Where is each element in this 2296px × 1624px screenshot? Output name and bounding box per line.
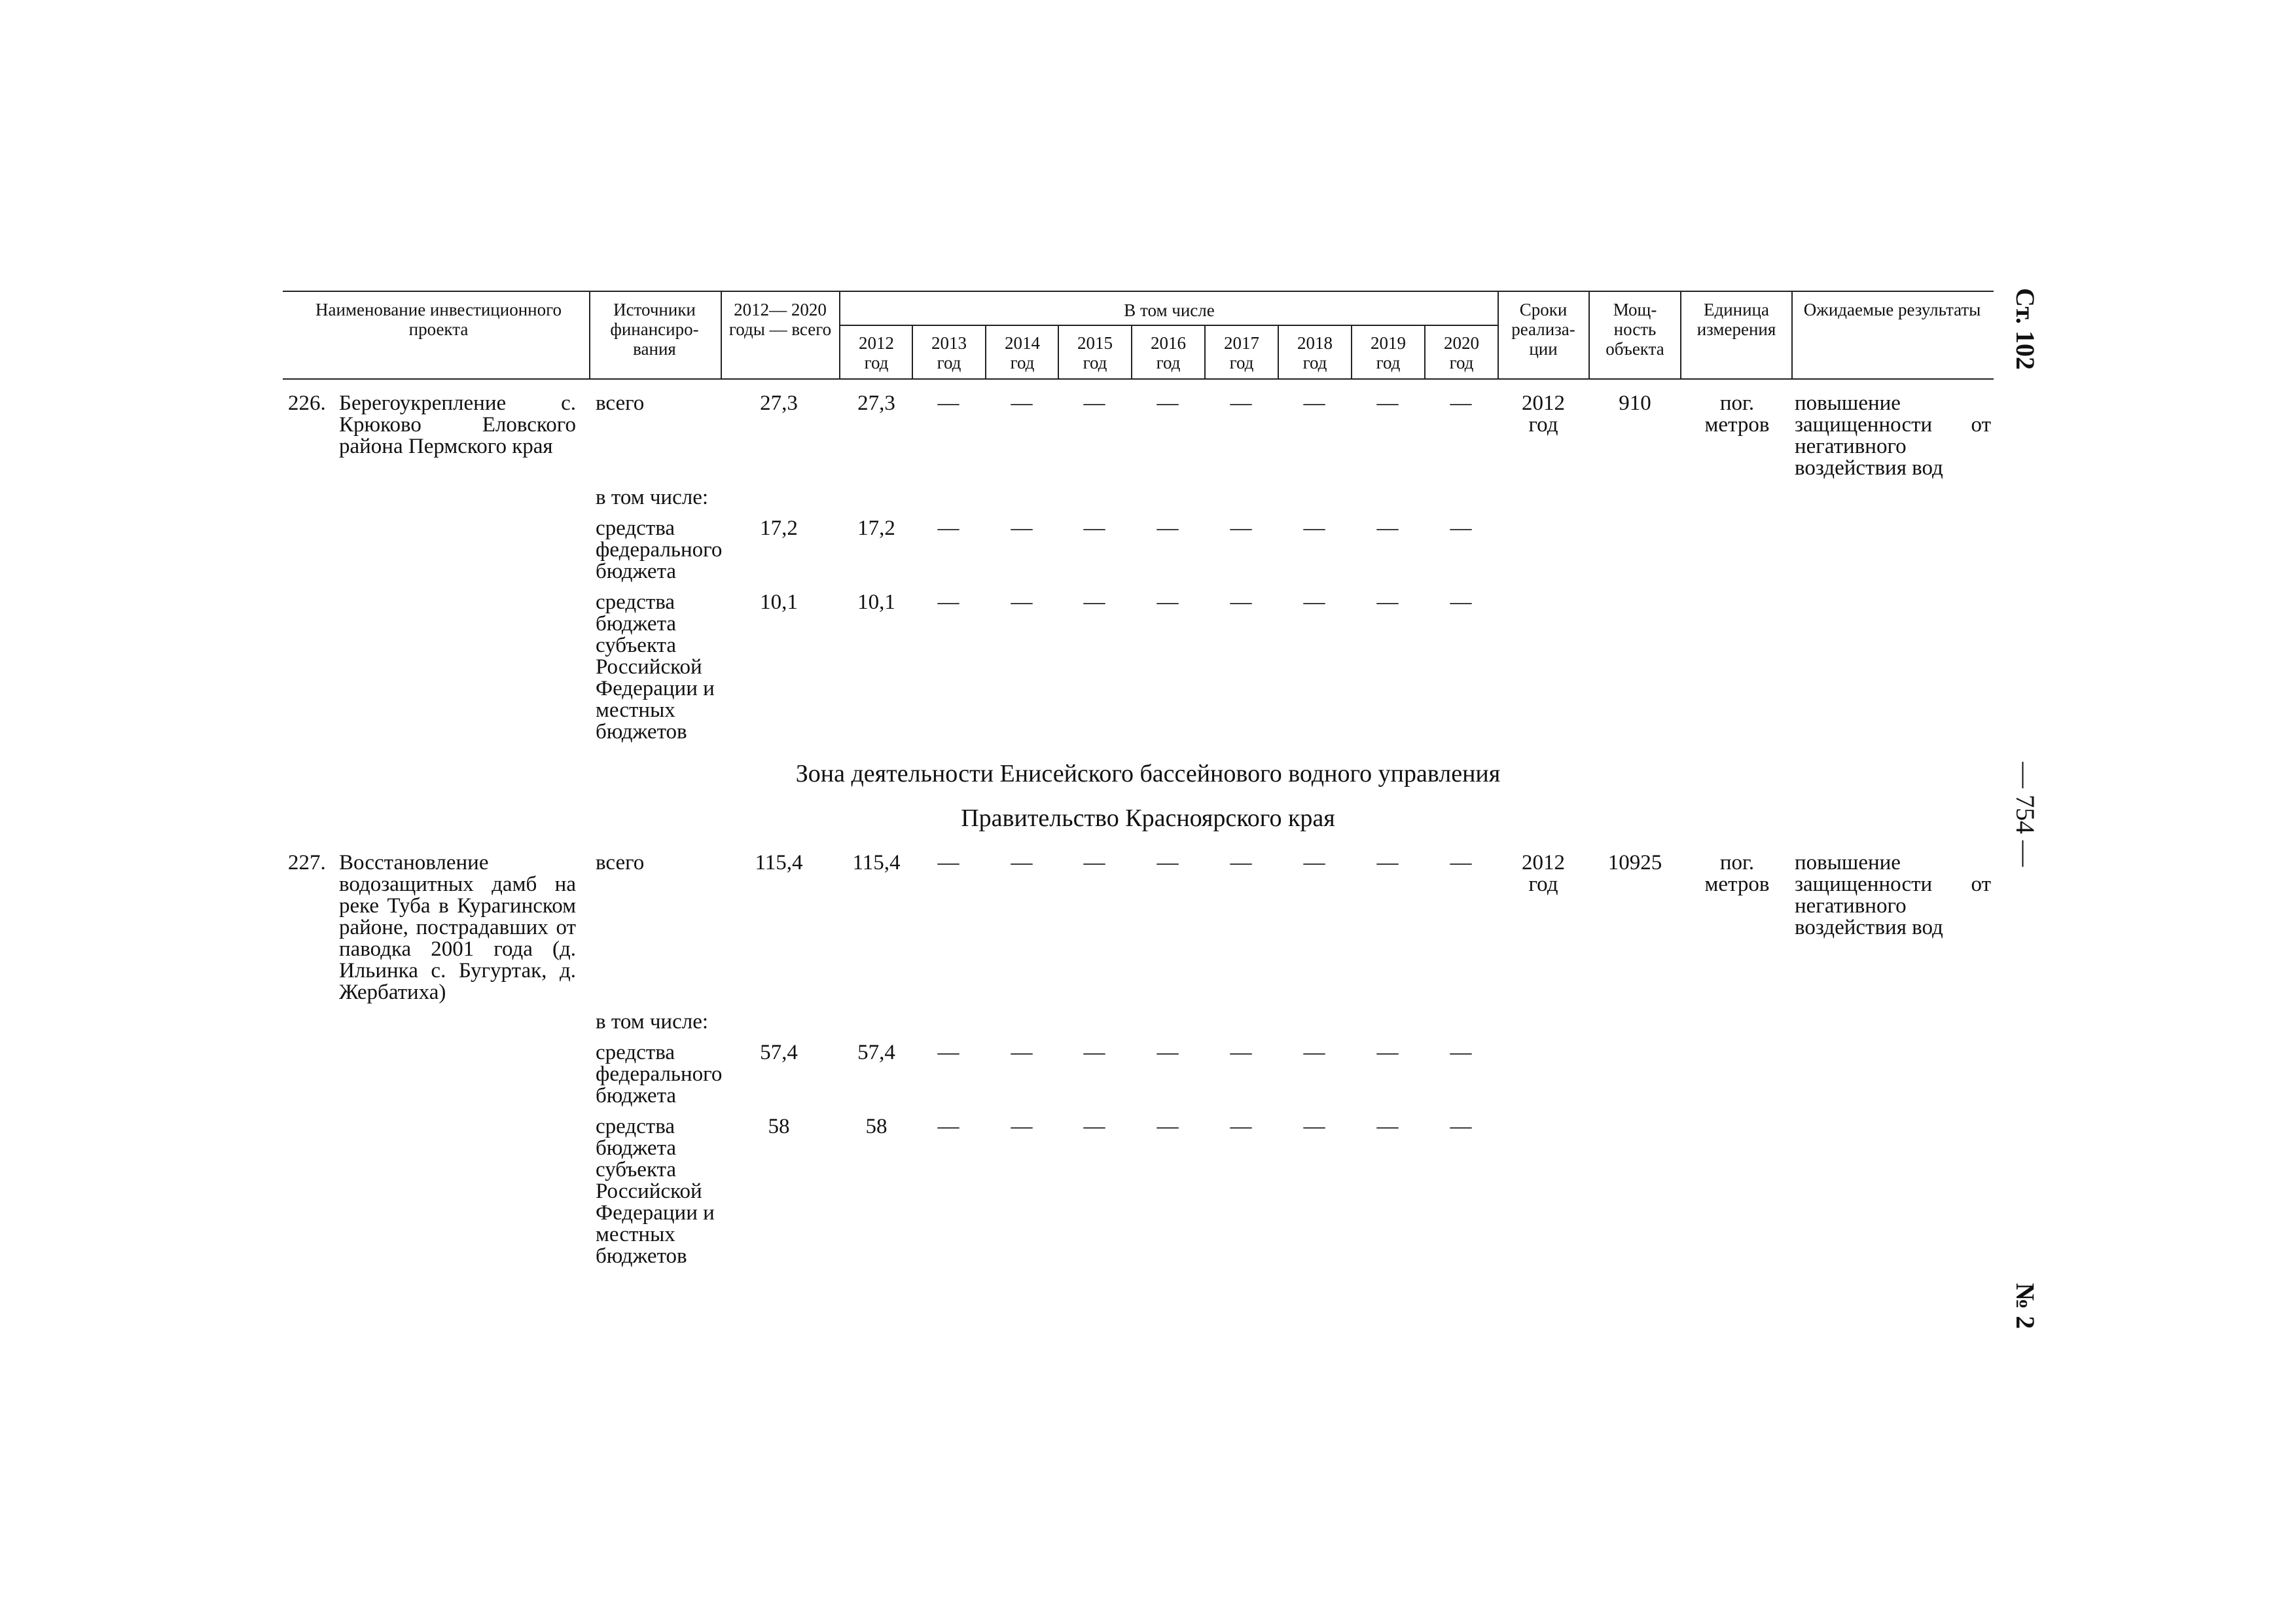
header-year-2013: 2013 год [931,333,967,372]
dash-2016: — [1157,590,1179,614]
dash-2013: — [937,391,960,415]
header-year-2012: 2012 год [859,333,894,372]
value-2012: 115,4 [852,851,901,875]
dash-2016: — [1157,851,1179,875]
federal-total-value: 17,2 [760,516,798,540]
source-total-label: всего [596,391,645,415]
dash-2019: — [1376,516,1399,540]
dash-2018: — [1303,516,1325,540]
dash-2017: — [1230,1115,1252,1138]
dash-2019: — [1376,391,1399,415]
dash-2019: — [1376,1041,1399,1064]
dash-2014: — [1011,391,1033,415]
dash-2017: — [1230,851,1252,875]
dash-2020: — [1450,516,1472,540]
dash-2019: — [1376,590,1399,614]
header-year-2015: 2015 год [1077,333,1113,372]
dash-2013: — [937,590,960,614]
header-including: В том числе [1124,300,1215,320]
total-value: 115,4 [755,851,803,875]
dash-2018: — [1303,1041,1325,1064]
header-year-2020: 2020 год [1444,333,1479,372]
dash-2018: — [1303,851,1325,875]
dash-2020: — [1450,391,1472,415]
dash-2013: — [937,1115,960,1138]
regional-total-value: 10,1 [760,590,798,614]
expected-results: повышение защищенности от негативного воздействия вод [1795,851,1991,939]
dash-2020: — [1450,851,1472,875]
dash-2016: — [1157,516,1179,540]
dash-2014: — [1011,851,1033,875]
table-top-rule [283,291,1994,292]
header-year-2018: 2018 год [1297,333,1333,372]
header-col-divider [1680,291,1681,379]
regional-2012-value: 10,1 [857,590,895,614]
dash-2013: — [937,1041,960,1064]
header-year-2016: 2016 год [1151,333,1186,372]
value-2012: 27,3 [857,391,895,415]
dash-2014: — [1011,516,1033,540]
dash-2015: — [1083,1115,1105,1138]
header-sources: Источники финансиро-вания [610,300,699,359]
dash-2015: — [1083,1041,1105,1064]
zone-title: Зона деятельности Енисейского бассейнового водного управления [795,760,1501,787]
header-col-divider [589,291,590,379]
zone-subtitle: Правительство Красноярского края [961,804,1335,832]
issue-number: № 2 [2011,1283,2040,1329]
header-project-name: Наименование инвестиционного проекта [315,300,562,339]
project-name: Берегоукрепление с. Крюково Еловского района Пермского края [339,391,576,458]
dash-2017: — [1230,590,1252,614]
header-col-divider [1588,291,1590,379]
capacity-value: 910 [1619,391,1651,415]
capacity-value: 10925 [1607,851,1662,875]
page-number: — 754 — [2011,762,2040,867]
dash-2013: — [937,516,960,540]
dash-2017: — [1230,1041,1252,1064]
dash-2018: — [1303,391,1325,415]
unit-value: пог. метров [1704,391,1770,437]
header-col-divider [1791,291,1793,379]
dash-2017: — [1230,391,1252,415]
terms-value: 2012 год [1522,851,1565,896]
header-year-2014: 2014 год [1005,333,1040,372]
dash-2020: — [1450,1041,1472,1064]
header-terms: Сроки реализа-ции [1511,300,1575,359]
project-number: 227. [288,851,326,875]
header-year-2017: 2017 год [1224,333,1259,372]
header-total: 2012— 2020 годы — всего [728,300,832,339]
header-col-divider [721,291,722,379]
header-results: Ожидаемые результаты [1803,300,1981,319]
project-name: Восстановление водозащитных дамб на реке Туба в Курагинском районе, пострадавших от паводка 2001 года (д. Ильинка с. Бугуртак, д. Жербатиха) [339,851,576,1004]
unit-value: пог. метров [1704,851,1770,896]
total-value: 27,3 [760,391,798,415]
dash-2014: — [1011,1115,1033,1138]
dash-2016: — [1157,1041,1179,1064]
table-header-bottom-rule [283,378,1994,380]
terms-value: 2012 год [1522,391,1565,437]
federal-2012-value: 17,2 [857,516,895,540]
expected-results: повышение защищенности от негативного воздействия вод [1795,391,1991,480]
dash-2015: — [1083,391,1105,415]
years-subheader-rule [839,325,1498,326]
dash-2018: — [1303,590,1325,614]
dash-2013: — [937,851,960,875]
regional-budget-label: средства бюджета субъекта Российской Федерации и местных бюджетов [596,1115,715,1268]
dash-2015: — [1083,851,1105,875]
regional-budget-label: средства бюджета субъекта Российской Федерации и местных бюджетов [596,590,715,744]
dash-2018: — [1303,1115,1325,1138]
including-label: в том числе: [596,1010,709,1034]
dash-2019: — [1376,1115,1399,1138]
header-capacity: Мощ-ность объекта [1605,300,1664,359]
project-number: 226. [288,391,326,415]
dash-2015: — [1083,516,1105,540]
federal-budget-label: средства федерального бюджета [596,1041,723,1108]
dash-2015: — [1083,590,1105,614]
header-year-2019: 2019 год [1371,333,1406,372]
dash-2014: — [1011,1041,1033,1064]
regional-2012-value: 58 [865,1115,888,1138]
federal-total-value: 57,4 [760,1041,798,1064]
dash-2016: — [1157,1115,1179,1138]
dash-2014: — [1011,590,1033,614]
dash-2019: — [1376,851,1399,875]
source-total-label: всего [596,851,645,875]
regional-total-value: 58 [768,1115,790,1138]
dash-2020: — [1450,590,1472,614]
header-unit: Единица измерения [1696,300,1776,339]
including-label: в том числе: [596,486,709,509]
dash-2020: — [1450,1115,1472,1138]
federal-2012-value: 57,4 [857,1041,895,1064]
dash-2016: — [1157,391,1179,415]
article-number: Ст. 102 [2011,288,2040,370]
dash-2017: — [1230,516,1252,540]
federal-budget-label: средства федерального бюджета [596,516,723,583]
